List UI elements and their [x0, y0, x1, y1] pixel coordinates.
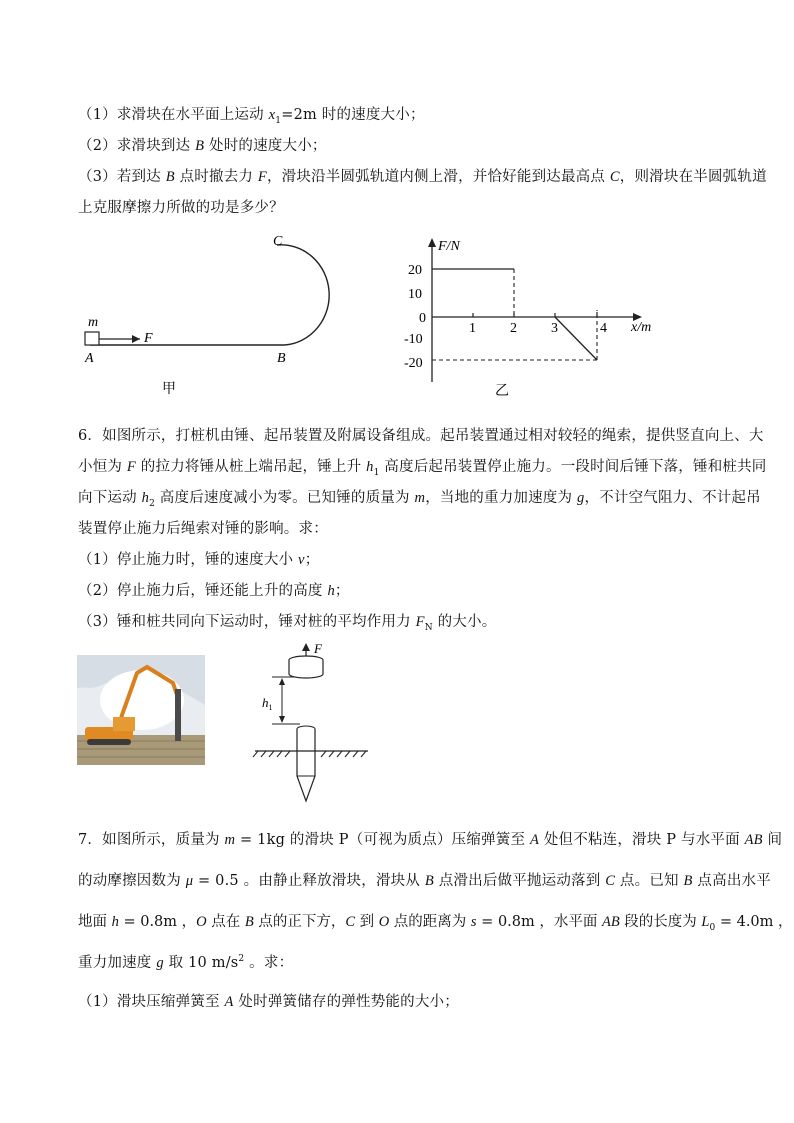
p7-line-1: 7．如图所示，质量为 m = 1kg 的滑块 P（可视为质点）压缩弹簧至 A 处但不粘连，滑块 P 与水平面 AB 间: [78, 832, 783, 848]
semicircle-track: [277, 245, 329, 345]
caption-jia: 甲: [162, 382, 176, 397]
p7-line-2: 的动摩擦因数为 μ = 0.5 。由静止释放滑块，滑块从 B 点滑出后做平抛运动落到 C 点。已知 B 点高出水平: [78, 873, 771, 889]
p6-line-3: 向下运动 $h_2$ 高度后速度减小为零。已知锤的质量为 m，当地的重力加速度为 g，不计空气阻力、不计起吊: [78, 490, 761, 509]
figure-yi: [395, 232, 675, 402]
ytick-10: 10: [408, 287, 422, 302]
xtick-1: 1: [469, 321, 476, 336]
pile: [297, 729, 315, 801]
xtick-3: 3: [551, 321, 558, 336]
label-F: F: [144, 331, 153, 346]
pile-driver-photo: [77, 655, 205, 765]
ytick-neg10: -10: [404, 332, 423, 347]
label-C: C: [273, 234, 283, 249]
p7-line-3: 地面 h = 0.8m ，O 点在 B 点的正下方，C 到 O 点的距离为 s = 0.8m ，水平面 AB 段的长度为 $L_0 = 4.0m$ ，: [78, 914, 793, 933]
p6-question-3: （3）锤和桩共同向下运动时，锤对桩的平均作用力 $F_N$ 的大小。: [78, 614, 497, 633]
x-axis-label: x/m: [631, 320, 652, 335]
p5-question-3-cont: 上克服摩擦力所做的功是多少？: [78, 200, 284, 216]
p5-question-2: （2）求滑块到达 B 处时的速度大小；: [78, 138, 327, 154]
p6-line-2: 小恒为 F 的拉力将锤从桩上端吊起，锤上升 $h_1$ 高度后起吊装置停止施力。一段时间后锤下落，锤和桩共同: [78, 459, 767, 478]
force-segment-2: [555, 317, 597, 360]
label-F: F: [314, 641, 322, 656]
block-m: [85, 332, 99, 345]
p6-question-1: （1）停止施力时，锤的速度大小 v；: [78, 552, 320, 568]
figure-jia: [70, 225, 360, 400]
hammer-pile-diagram: [250, 636, 380, 806]
xtick-4: 4: [600, 321, 607, 336]
p7-question-1: （1）滑块压缩弹簧至 A 处时弹簧储存的弹性势能的大小；: [78, 994, 459, 1010]
origin-label: 0: [419, 311, 426, 326]
label-B: B: [277, 351, 286, 366]
label-m: m: [88, 315, 99, 330]
y-axis-label: F/N: [438, 239, 460, 254]
p6-line-1: 6．如图所示，打桩机由锤、起吊装置及附属设备组成。起吊装置通过相对较轻的绳索，提供竖直向上、大: [78, 428, 764, 444]
xtick-2: 2: [510, 321, 517, 336]
label-A: A: [85, 351, 94, 366]
ytick-20: 20: [408, 263, 422, 278]
p6-question-2: （2）停止施力后，锤还能上升的高度 h；: [78, 583, 350, 599]
caption-yi: 乙: [495, 384, 509, 399]
p5-question-1: （1）求滑块在水平面上运动 $x_1=2m$ 时的速度大小；: [78, 107, 425, 126]
p5-question-3: （3）若到达 B 点时撤去力 F，滑块沿半圆弧轨道内侧上滑，并恰好能到达最高点 C，则滑块在半圆弧轨道: [78, 169, 767, 185]
ytick-neg20: -20: [404, 356, 423, 371]
p6-line-4: 装置停止施力后绳索对锤的影响。求：: [78, 521, 328, 537]
p7-line-4: 重力加速度 g 取 10 $m/s^2$ 。求：: [78, 954, 294, 971]
label-h1: $h_1$: [262, 695, 273, 712]
